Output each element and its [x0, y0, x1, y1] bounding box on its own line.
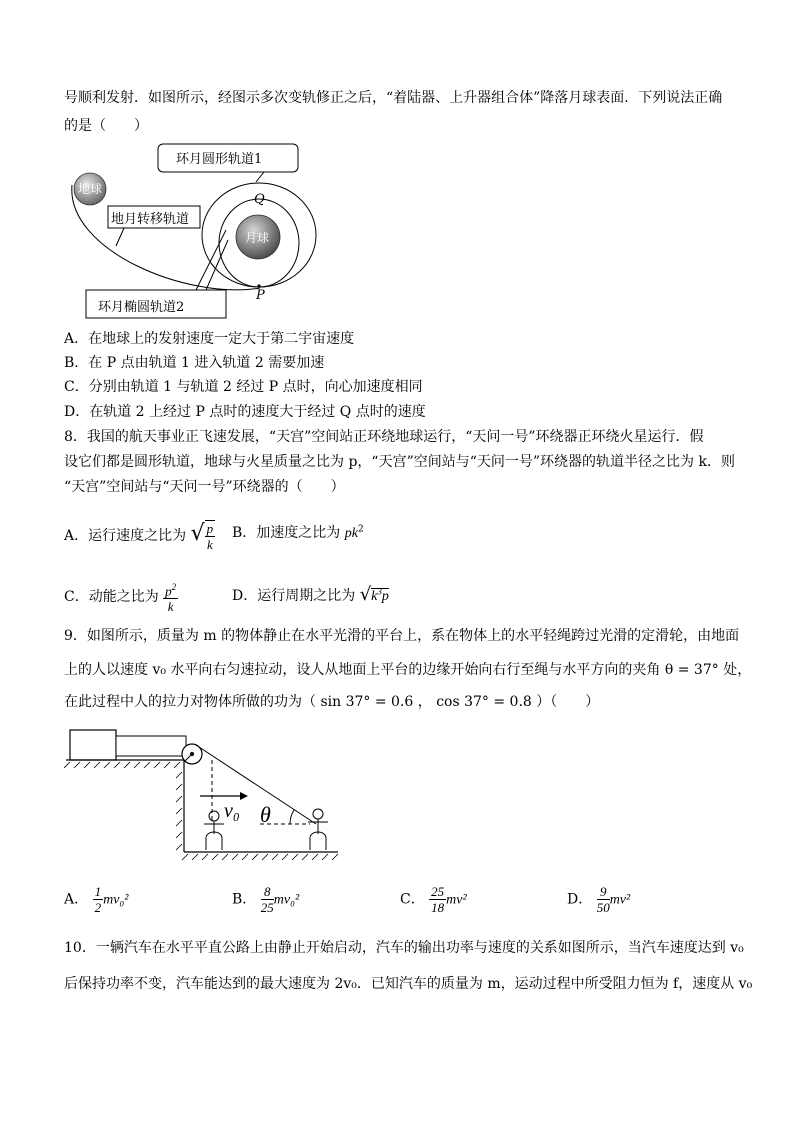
q9-line1: 9．如图所示，质量为 m 的物体静止在水平光滑的平台上，系在物体上的水平轻绳跨过光滑的定滑轮，由地面 [64, 628, 740, 644]
q7-option-c: C．分别由轨道 1 与轨道 2 经过 P 点时，向心加速度相同 [64, 379, 423, 395]
q7-option-b: B．在 P 点由轨道 1 进入轨道 2 需要加速 [64, 355, 325, 371]
q7-option-a: A．在地球上的发射速度一定大于第二宇宙速度 [64, 331, 355, 347]
person-start [204, 811, 224, 850]
q9-d-den: 50 [596, 900, 610, 915]
label-ellipse-orbit: 环月椭圆轨道2 [98, 300, 185, 315]
q7-stem-line1: 号顺利发射．如图所示，经图示多次变轨修正之后，“着陆器、上升器组合体”降落月球表面．下列说法正确 [64, 90, 723, 106]
label-moon: 月球 [245, 231, 270, 245]
q8-option-d: D．运行周期之比为 $√k^3p$ [232, 584, 389, 605]
q9-c-expr: mv² [446, 892, 467, 908]
q9-option-a [64, 884, 128, 915]
q9-c-num: 25 [431, 884, 445, 899]
q9-option-b [232, 884, 299, 915]
q8-option-c-label: C．动能之比为 [64, 589, 159, 606]
label-p-point: P [256, 288, 265, 303]
q8-option-a: A．运行速度之比为 √ $\frac{p}{k}$ [64, 521, 214, 552]
person-end [308, 809, 328, 850]
q9-a-expr: mv₀² [103, 892, 129, 908]
q9-b-den: 25 [260, 900, 274, 915]
q8-option-d-label: D．运行周期之比为 [232, 588, 356, 604]
q7-stem-line2: 的是（ ） [64, 118, 148, 134]
q9-a-den: 2 [94, 900, 102, 915]
q9-d-num: 9 [597, 884, 610, 900]
q8-option-a-label: A．运行速度之比为 [64, 528, 187, 544]
q8-line3: “天宫”空间站与“天问一号”环绕器的（ ） [64, 479, 345, 495]
label-v0: v₀ [224, 800, 240, 822]
label-theta: θ [260, 802, 271, 827]
q9-b-expr: mv₀² [273, 892, 300, 908]
q9-option-c [400, 884, 467, 915]
q9-line3: 在此过程中人的拉力对物体所做的功为（ sin 37° = 0.6 ， cos 37° = 0.8 ）（ ） [64, 694, 600, 710]
q9-option-b-label: B． [232, 891, 257, 908]
label-transfer-orbit: 地月转移轨道 [111, 212, 190, 227]
label-q-point: Q [254, 192, 265, 207]
q9-option-a-label: A． [64, 891, 89, 908]
label-circle-orbit: 环月圆形轨道1 [176, 152, 263, 167]
pulley-figure [64, 726, 354, 870]
orbit-figure [66, 140, 336, 320]
q9-option-c-label: C． [400, 891, 425, 908]
q10-line1: 10．一辆汽车在水平平直公路上由静止开始启动，汽车的输出功率与速度的关系如图所示，当汽车速度达到 v₀ [64, 940, 744, 956]
q10-line2: 后保持功率不变，汽车能达到的最大速度为 2v₀．已知汽车的质量为 m，运动过程中所受阻力恒为 f，速度从 v₀ [64, 976, 753, 992]
q9-line2: 上的人以速度 v₀ 水平向右匀速拉动，设人从地面上平台的边缘开始向右行至绳与水平方向的夹角 θ = 37° 处， [64, 662, 752, 678]
q9-option-d-label: D． [567, 891, 593, 908]
q8-line2: 设它们都是圆形轨道，地球与火星质量之比为 p，“天宫”空间站与“天问一号”环绕器的轨道半径之比为 k．则 [64, 454, 735, 470]
q8-option-c: C．动能之比为 $\frac{p^2}{k}$ [64, 582, 177, 615]
q7-option-d: D．在轨道 2 上经过 P 点时的速度大于经过 Q 点时的速度 [64, 404, 426, 420]
q8-option-b: B．加速度之比为 $pk^2$ [232, 524, 364, 541]
q8-line1: 8．我国的航天事业正飞速发展，“天宫”空间站正环绕地球运行，“天问一号”环绕器正环绕火星运行．假 [64, 429, 704, 445]
q9-d-expr: mv² [609, 892, 631, 908]
q9-a-num: 1 [94, 884, 102, 899]
label-earth: 地球 [78, 182, 103, 196]
q9-b-num: 8 [261, 884, 274, 900]
q9-c-den: 18 [431, 900, 445, 915]
q9-option-d [567, 884, 630, 915]
q8-option-b-label: B．加速度之比为 [232, 525, 341, 541]
